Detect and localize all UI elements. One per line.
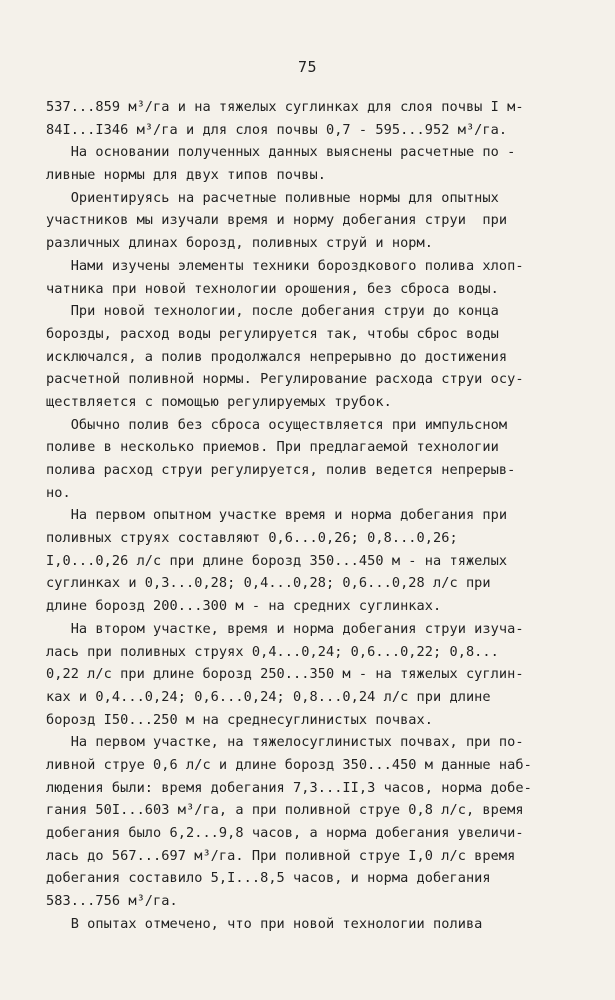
text-line: I,0...0,26 л/с при длине борозд 350...450 м - на тяжелых <box>46 552 508 569</box>
text-line: поливе в несколько приемов. При предлагаемой технологии <box>46 439 499 456</box>
text-line: Ориентируясь на расчетные поливные нормы для опытных <box>46 189 499 206</box>
text-line: При новой технологии, после добегания струи до конца <box>46 303 499 320</box>
text-line: На первом опытном участке время и норма добегания при <box>46 507 508 524</box>
body-text <box>46 96 586 935</box>
text-line: поливных струях составляют 0,6...0,26; 0,8...0,26; <box>46 530 458 547</box>
text-line: 537...859 м³/га и на тяжелых суглинках для слоя почвы I м- <box>46 99 524 115</box>
text-line: 84I...I346 м³/га и для слоя почвы 0,7 - 595...952 м³/га. <box>46 121 508 138</box>
text-line: ках и 0,4...0,24; 0,6...0,24; 0,8...0,24 л/с при длине <box>46 688 491 705</box>
text-line: лась при поливных струях 0,4...0,24; 0,6...0,22; 0,8... <box>46 643 499 660</box>
text-line: полива расход струи регулируется, полив ведется непрерыв- <box>46 462 516 478</box>
text-line: борозды, расход воды регулируется так, чтобы сброс воды <box>46 325 499 342</box>
text-line: расчетной поливной нормы. Регулирование расхода струи осу- <box>46 371 524 388</box>
text-line: На первом участке, на тяжелосуглинистых почвах, при по- <box>46 734 524 751</box>
text-line: участников мы изучали время и норму добегания струи при <box>46 212 508 229</box>
text-line: добегания составило 5,I...8,5 часов, и норма добегания <box>46 870 491 887</box>
text-line: добегания было 6,2...9,8 часов, а норма добегания увеличи- <box>46 825 524 841</box>
text-line: 0,22 л/с при длине борозд 250...350 м - на тяжелых суглин- <box>46 666 524 683</box>
text-line: исключался, а полив продолжался непрерывно до достижения <box>46 348 508 365</box>
text-line: ливной струе 0,6 л/с и длине борозд 350...450 м данные наб- <box>46 756 532 773</box>
text-line: ливные нормы для двух типов почвы. <box>46 167 326 184</box>
text-line: но. <box>46 484 71 501</box>
text-line: лась до 567...697 м³/га. При поливной струе I,0 л/с время <box>46 847 516 864</box>
text-line: гания 50I...603 м³/га, а при поливной струе 0,8 л/с, время <box>46 802 524 819</box>
text-line: людения были: время добегания 7,3...II,3 часов, норма добе- <box>46 779 532 796</box>
text-line: различных длинах борозд, поливных струй и норм. <box>46 235 434 252</box>
text-line: борозд I50...250 м на среднесуглинистых почвах. <box>46 711 434 728</box>
text-line: чатника при новой технологии орошения, без сброса воды. <box>46 280 499 297</box>
text-line: Обычно полив без сброса осуществляется при импульсном <box>46 416 508 433</box>
page-number: 75 <box>297 58 318 76</box>
text-line: длине борозд 200...300 м - на средних суглинках. <box>46 598 442 615</box>
text-line: На втором участке, время и норма добегания струи изуча- <box>46 620 524 637</box>
text-line: суглинках и 0,3...0,28; 0,4...0,28; 0,6...0,28 л/с при <box>46 575 491 592</box>
text-line: В опытах отмечено, что при новой технологии полива <box>46 915 483 932</box>
text-line: ществляется с помощью регулируемых трубок. <box>46 393 392 410</box>
text-line: Нами изучены элементы техники бороздкового полива хлоп- <box>46 257 524 274</box>
text-line: На основании полученных данных выяснены расчетные по - <box>46 144 516 161</box>
text-line: 583...756 м³/га. <box>46 893 178 910</box>
